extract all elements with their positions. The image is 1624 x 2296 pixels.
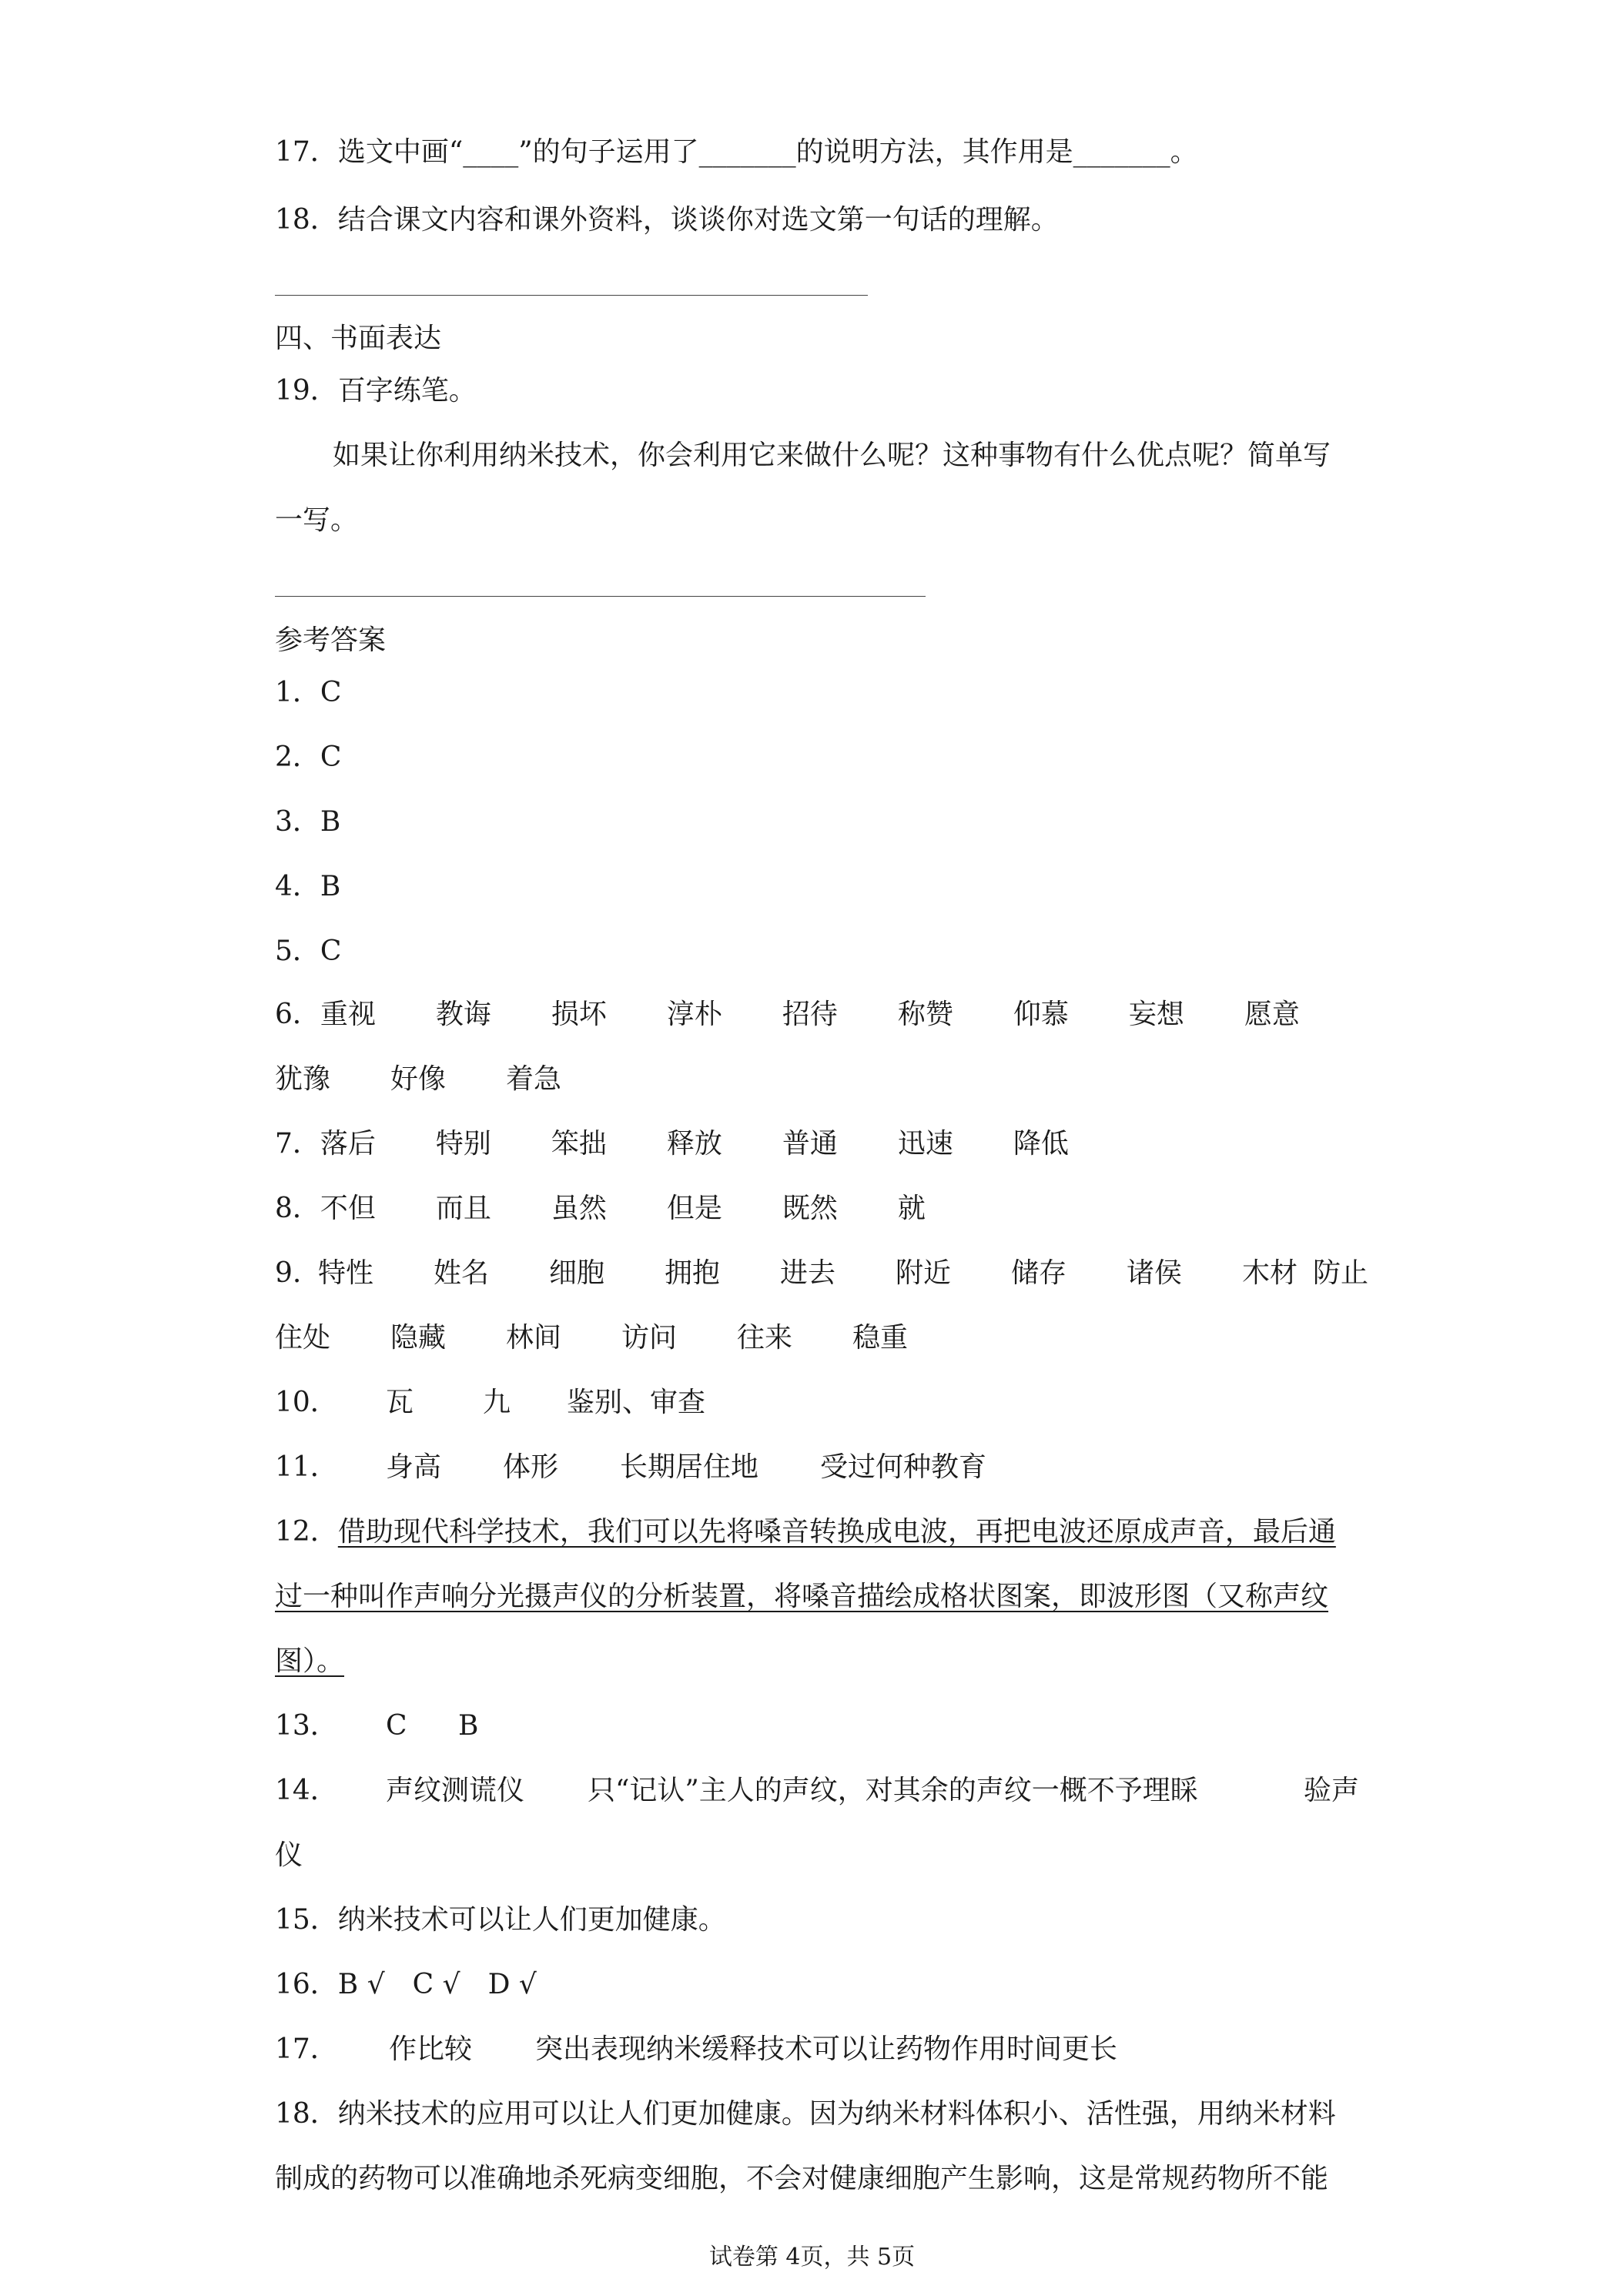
answer-9: 9. 特性 姓名 细胞 拥抱 进去 附近 储存 诸侯 木材 防止 xyxy=(275,1257,1369,1289)
question-19-prompt-line1: 如果让你利用纳米技术，你会利用它来做什么呢？这种事物有什么优点呢？简单写 xyxy=(333,440,1331,471)
answer-6-line2: 犹豫 好像 着急 xyxy=(275,1063,562,1095)
answer-17: 17． 作比较 突出表现纳米缓释技术可以让药物作用时间更长 xyxy=(275,2033,1118,2065)
answer-10: 10． 瓦 九 鉴别、审查 xyxy=(275,1387,706,1418)
answer-18-line2: 制成的药物可以准确地杀死病变细胞，不会对健康细胞产生影响，这是常规药物所不能 xyxy=(275,2163,1329,2194)
answer-11: 11． 身高 体形 长期居住地 受过何种教育 xyxy=(275,1451,987,1483)
answer-12-line1: 12．借助现代科学技术，我们可以先将嗓音转换成电波，再把电波还原成声音，最后通 xyxy=(275,1516,1336,1548)
question-18: 18．结合课文内容和课外资料，谈谈你对选文第一句话的理解。 xyxy=(275,204,1059,236)
page-footer: 试卷第 4页，共 5页 xyxy=(708,2244,916,2271)
question-19-prompt-line2: 一写。 xyxy=(275,504,359,536)
answer-2: 2．C xyxy=(275,741,342,773)
answer-7: 7．落后 特别 笨拙 释放 普通 迅速 降低 xyxy=(275,1128,1069,1160)
answer-14-line2: 仪 xyxy=(275,1839,303,1871)
answer-3: 3．B xyxy=(275,806,341,838)
question-17: 17．选文中画“____”的句子运用了_______的说明方法，其作用是_______。 xyxy=(275,136,1198,168)
answer-line-19 xyxy=(275,596,926,597)
answer-13: 13． C B xyxy=(275,1710,479,1742)
answer-18-line1: 18．纳米技术的应用可以让人们更加健康。因为纳米材料体积小、活性强，用纳米材料 xyxy=(275,2098,1336,2130)
answers-heading: 参考答案 xyxy=(275,624,387,656)
answer-6: 6．重视 教诲 损坏 淳朴 招待 称赞 仰慕 妄想 愿意 xyxy=(275,999,1300,1030)
answer-line-18 xyxy=(275,295,868,296)
answer-9-line2: 住处 隐藏 林间 访问 往来 稳重 xyxy=(275,1322,909,1354)
answer-8: 8．不但 而且 虽然 但是 既然 就 xyxy=(275,1193,926,1224)
question-19-title: 19．百字练笔。 xyxy=(275,375,477,407)
answer-15: 15．纳米技术可以让人们更加健康。 xyxy=(275,1904,726,1936)
section-heading-4: 四、书面表达 xyxy=(275,323,442,354)
answer-5: 5．C xyxy=(275,935,342,967)
answer-4: 4．B xyxy=(275,871,341,902)
answer-1: 1．C xyxy=(275,677,342,708)
answer-16: 16．B √ C √ D √ xyxy=(275,1969,537,2000)
answer-12-line2: 过一种叫作声响分光摄声仪的分析装置，将嗓音描绘成格状图案，即波形图（又称声纹 xyxy=(275,1581,1329,1612)
answer-14: 14． 声纹测谎仪 只“记认”主人的声纹，对其余的声纹一概不予理睬 验声 xyxy=(275,1775,1360,1806)
answer-12-line3: 图）。 xyxy=(275,1645,345,1677)
